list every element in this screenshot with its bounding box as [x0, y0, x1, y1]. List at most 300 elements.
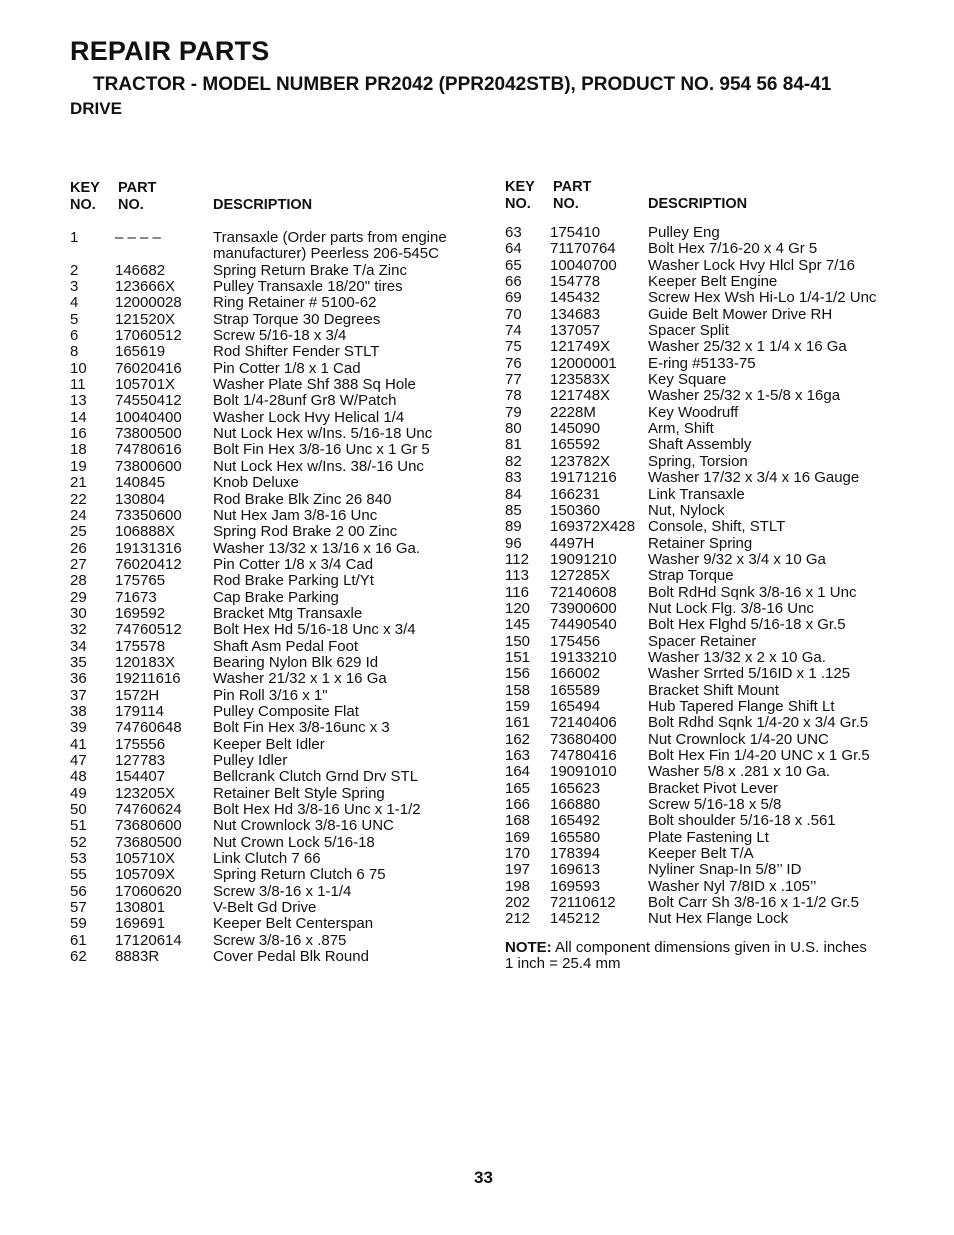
key-no: 76 [505, 354, 522, 372]
key-no: 62 [70, 948, 87, 966]
key-no-header: KEY NO. [505, 179, 535, 212]
key-no: 28 [70, 572, 87, 590]
key-no: 116 [505, 583, 529, 601]
part-description: Spring Rod Brake 2 00 Zinc [213, 523, 398, 541]
key-no: 27 [70, 555, 87, 573]
key-no: 39 [70, 719, 87, 737]
part-no: 175456 [550, 632, 601, 650]
key-no: 158 [505, 681, 531, 699]
part-description: Nut Lock Hex w/Ins. 38/-16 Unc [213, 457, 424, 475]
table-row [70, 541, 470, 557]
part-description: Nut Crownlock 3/8-16 UNC [213, 817, 394, 835]
part-description: Keeper Belt Centerspan [213, 915, 374, 933]
key-no: 24 [70, 506, 87, 524]
part-description: V-Belt Gd Drive [213, 899, 317, 917]
part-description: E-ring #5133-75 [648, 354, 756, 372]
table-row [505, 830, 905, 846]
key-no: 198 [505, 877, 531, 895]
part-no: 10040400 [115, 408, 182, 426]
table-row [505, 797, 905, 813]
part-no: – – – – [115, 229, 161, 246]
part-description: Bolt Hex Hd 3/8-16 Unc x 1-1/2 [213, 801, 421, 819]
part-description: Key Square [648, 371, 727, 389]
key-no: 3 [70, 278, 79, 296]
key-no: 163 [505, 747, 531, 764]
key-no: 82 [505, 452, 522, 470]
part-description: Spring Return Brake T/a Zinc [213, 261, 407, 279]
part-description: Pulley Idler [213, 752, 288, 769]
section-heading: DRIVE [70, 99, 122, 118]
part-description: Washer 21/32 x 1 x 16 Ga [213, 670, 387, 688]
table-row [70, 442, 470, 458]
table-row [505, 813, 905, 829]
part-no: 150360 [550, 501, 601, 519]
key-no: 169 [505, 828, 531, 846]
table-row [505, 666, 905, 682]
key-no: 202 [505, 894, 531, 912]
table-row [505, 601, 905, 617]
part-no: 169372X428 [550, 518, 636, 536]
part-description: Bracket Mtg Transaxle [213, 604, 363, 622]
page-subtitle: TRACTOR - MODEL NUMBER PR2042 (PPR2042STB), PRODUCT NO. 954 56 84-41 [93, 74, 832, 95]
key-no: 21 [70, 474, 87, 492]
part-no: 140845 [115, 474, 166, 492]
part-description: Screw 3/8-16 x .875 [213, 931, 347, 949]
table-row [505, 470, 905, 486]
description-header: DESCRIPTION [648, 196, 748, 212]
table-row [505, 356, 905, 372]
table-row [70, 508, 470, 524]
part-no: 127285X [550, 567, 611, 585]
part-no: 169592 [115, 604, 166, 622]
key-no: 156 [505, 665, 531, 683]
key-no: 212 [505, 910, 531, 928]
part-no: 74780416 [550, 747, 617, 764]
part-no: 72110612 [550, 894, 616, 912]
part-description: Washer 25/32 x 1 1/4 x 16 Ga [648, 338, 847, 356]
page-title: REPAIR PARTS [70, 36, 270, 66]
part-no: 121748X [550, 387, 611, 405]
part-description: Bolt Fin Hex 3/8-16unc x 3 [213, 719, 390, 737]
table-row [70, 704, 470, 720]
part-no: 4497H [550, 534, 595, 552]
part-description: Cap Brake Parking [213, 588, 339, 606]
part-no: 19171216 [550, 469, 617, 487]
key-no: 32 [70, 621, 87, 639]
part-no: 71673 [115, 588, 157, 606]
part-description: Screw 5/16-18 x 5/8 [648, 796, 782, 814]
part-description: Washer Lock Hvy Hlcl Spr 7/16 [648, 256, 856, 274]
part-no: 73800500 [115, 425, 182, 443]
table-row [70, 720, 470, 736]
part-no: 105709X [115, 866, 176, 884]
part-no: 73900600 [550, 599, 617, 617]
table-row [505, 715, 905, 731]
note-conversion: 1 inch = 25.4 mm [505, 955, 621, 973]
part-no: 165623 [550, 779, 601, 797]
key-no: 112 [505, 550, 529, 568]
part-description: Retainer Belt Style Spring [213, 784, 385, 802]
part-no: 19211616 [115, 670, 181, 688]
part-no: 175556 [115, 735, 166, 753]
part-description: Bolt Carr Sh 3/8-16 x 1-1/2 Gr.5 [648, 894, 859, 912]
part-description: Link Clutch 7 66 [213, 850, 321, 868]
key-no: 83 [505, 469, 522, 487]
table-row [505, 650, 905, 666]
table-row [505, 536, 905, 552]
part-description: Nyliner Snap-In 5/8’’ ID [648, 861, 802, 879]
part-no: 73800600 [115, 457, 182, 475]
part-description: Nut Hex Jam 3/8-16 Unc [213, 506, 378, 524]
part-description: Screw 3/8-16 x 1-1/4 [213, 882, 352, 900]
table-row [70, 818, 470, 834]
part-no: 19091010 [550, 763, 617, 781]
part-description: Bolt Hex 7/16-20 x 4 Gr 5 [648, 240, 818, 258]
key-no: 1 [70, 229, 79, 246]
table-row [505, 568, 905, 584]
part-description: Console, Shift, STLT [648, 518, 786, 536]
table-row [70, 622, 470, 638]
table-row [70, 426, 470, 442]
part-no: 72140406 [550, 714, 617, 732]
part-no: 165494 [550, 697, 601, 715]
part-description: Bolt 1/4-28unf Gr8 W/Patch [213, 392, 397, 410]
key-no: 51 [70, 817, 87, 835]
table-row [505, 241, 905, 257]
table-row [70, 753, 470, 769]
part-no: 127783 [115, 752, 166, 769]
key-no: 13 [70, 392, 87, 410]
part-description: Bolt Fin Hex 3/8-16 Unc x 1 Gr 5 [213, 441, 430, 459]
table-row [505, 225, 905, 241]
key-no: 89 [505, 518, 522, 536]
part-description: Keeper Belt Engine [648, 273, 778, 291]
part-no: 130801 [115, 899, 166, 917]
part-description: Knob Deluxe [213, 474, 299, 492]
part-no: 1572H [115, 686, 160, 704]
key-no: 47 [70, 752, 87, 769]
key-no: 38 [70, 702, 87, 720]
part-no: 8883R [115, 948, 160, 966]
part-description: Bracket Pivot Lever [648, 779, 779, 797]
parts-table-left [70, 180, 470, 965]
part-description: Bolt Hex Hd 5/16-18 Unc x 3/4 [213, 621, 416, 639]
key-no: 85 [505, 501, 522, 519]
key-no: 166 [505, 796, 531, 814]
table-row [70, 769, 470, 785]
part-description: Keeper Belt Idler [213, 735, 325, 753]
part-description: Screw 5/16-18 x 3/4 [213, 327, 347, 345]
table-row [70, 655, 470, 671]
key-no: 34 [70, 637, 87, 655]
key-no: 10 [70, 359, 87, 377]
table-row [505, 911, 905, 927]
part-description: Bearing Nylon Blk 629 Id [213, 653, 379, 671]
part-no: 123583X [550, 371, 611, 389]
part-no: 154407 [115, 768, 166, 786]
part-no: 166231 [550, 485, 601, 503]
table-row [505, 732, 905, 748]
table-row [505, 258, 905, 274]
key-no: 113 [505, 567, 529, 585]
table-row [70, 802, 470, 818]
description-header: DESCRIPTION [213, 197, 313, 213]
table-row [505, 552, 905, 568]
key-no: 29 [70, 588, 87, 606]
part-description: Washer 5/8 x .281 x 10 Ga. [648, 763, 831, 781]
table-header [70, 180, 470, 216]
part-description: Link Transaxle [648, 485, 745, 503]
table-row [505, 879, 905, 895]
key-no: 25 [70, 523, 87, 541]
part-no: 73680400 [550, 730, 617, 748]
table-row [70, 344, 470, 360]
key-no: 159 [505, 697, 531, 715]
key-no: 164 [505, 763, 531, 781]
part-no: 165492 [550, 812, 601, 830]
part-description: Plate Fastening Lt [648, 828, 769, 846]
key-no: 64 [505, 240, 522, 258]
part-description: Guide Belt Mower Drive RH [648, 305, 833, 323]
part-description: Rod Brake Blk Zinc 26 840 [213, 490, 392, 508]
table-row [505, 307, 905, 323]
part-description: Washer 25/32 x 1-5/8 x 16ga [648, 387, 841, 405]
table-row [70, 410, 470, 426]
key-no: 55 [70, 866, 87, 884]
table-row [70, 606, 470, 622]
part-description: Screw Hex Wsh Hi-Lo 1/4-1/2 Unc [648, 289, 877, 307]
part-no: 145432 [550, 289, 601, 307]
key-no: 70 [505, 305, 522, 323]
part-no: 175765 [115, 572, 166, 590]
part-description: Bracket Shift Mount [648, 681, 779, 699]
part-no: 120183X [115, 653, 176, 671]
part-description: Washer Lock Hvy Helical 1/4 [213, 408, 405, 426]
table-row [70, 557, 470, 573]
part-description: Pulley Transaxle 18/20" tires [213, 278, 403, 296]
table-row [505, 764, 905, 780]
part-description: Ring Retainer # 5100-62 [213, 294, 377, 312]
part-no: 145212 [550, 910, 601, 928]
part-description: Hub Tapered Flange Shift Lt [648, 697, 835, 715]
table-row [70, 230, 470, 263]
part-no: 169691 [115, 915, 166, 933]
part-description: Washer 9/32 x 3/4 x 10 Ga [648, 550, 826, 568]
part-no: 17060620 [115, 882, 182, 900]
part-description: Bolt Hex Fin 1/4-20 UNC x 1 Gr.5 [648, 747, 870, 764]
part-description: Nut Crownlock 1/4-20 UNC [648, 730, 829, 748]
key-no: 80 [505, 420, 522, 438]
part-no: 73680500 [115, 833, 182, 851]
key-no: 6 [70, 327, 79, 345]
dimension-note [505, 940, 905, 973]
part-description: Pulley Composite Flat [213, 702, 359, 720]
key-no: 79 [505, 403, 522, 421]
table-row [70, 688, 470, 704]
part-no: 175578 [115, 637, 166, 655]
key-no: 52 [70, 833, 87, 851]
part-no: 73350600 [115, 506, 182, 524]
parts-list [505, 225, 905, 928]
part-description: Washer Nyl 7/8ID x .105’’ [648, 877, 817, 895]
part-description: Nut Lock Flg. 3/8-16 Unc [648, 599, 814, 617]
key-no: 11 [70, 376, 86, 394]
part-description: Washer Srrted 5/16ID x 1 .125 [648, 665, 851, 683]
table-row [70, 279, 470, 295]
note-label: NOTE: [505, 938, 552, 956]
key-no: 18 [70, 441, 87, 459]
key-no: 2 [70, 261, 79, 279]
key-no: 22 [70, 490, 87, 508]
page-number: 33 [474, 1168, 493, 1187]
key-no: 78 [505, 387, 522, 405]
key-no: 170 [505, 845, 531, 863]
table-row [70, 737, 470, 753]
part-no: 130804 [115, 490, 166, 508]
part-description: Key Woodruff [648, 403, 739, 421]
part-description: Spring Return Clutch 6 75 [213, 866, 386, 884]
key-no: 151 [505, 648, 531, 666]
part-description: Pin Cotter 1/8 x 1 Cad [213, 359, 361, 377]
part-no: 76020412 [115, 555, 182, 573]
part-no: 165589 [550, 681, 601, 699]
part-no: 74550412 [115, 392, 182, 410]
key-no: 65 [505, 256, 522, 274]
key-no: 96 [505, 534, 522, 552]
part-no: 2228M [550, 403, 596, 421]
table-row [505, 699, 905, 715]
parts-table-right [505, 179, 905, 973]
table-row [505, 634, 905, 650]
key-no: 165 [505, 779, 531, 797]
table-row [505, 454, 905, 470]
part-no: 73680600 [115, 817, 182, 835]
part-description: Strap Torque [648, 567, 734, 585]
part-no: 166002 [550, 665, 601, 683]
part-description: Cover Pedal Blk Round [213, 948, 369, 966]
table-row [505, 503, 905, 519]
part-no: 19133210 [550, 648, 617, 666]
part-no: 74760512 [115, 621, 182, 639]
part-description: Bolt Hex Flghd 5/16-18 x Gr.5 [648, 616, 846, 634]
part-description: Arm, Shift [648, 420, 714, 438]
part-no: 72140608 [550, 583, 617, 601]
part-description: Nut Lock Hex w/Ins. 5/16-18 Unc [213, 425, 433, 443]
part-description: Bolt RdHd Sqnk 3/8-16 x 1 Unc [648, 583, 857, 601]
key-no: 77 [505, 371, 522, 389]
key-no: 5 [70, 310, 79, 328]
part-no: 134683 [550, 305, 601, 323]
table-row [505, 274, 905, 290]
table-row [70, 573, 470, 589]
key-no: 161 [505, 714, 531, 732]
table-row [70, 639, 470, 655]
key-no: 162 [505, 730, 531, 748]
table-row [505, 617, 905, 633]
part-no: 106888X [115, 523, 176, 541]
table-row [70, 835, 470, 851]
table-row [505, 388, 905, 404]
key-no: 63 [505, 224, 522, 241]
table-row [70, 361, 470, 377]
key-no: 49 [70, 784, 87, 802]
part-description: Bolt Rdhd Sqnk 1/4-20 x 3/4 Gr.5 [648, 714, 869, 732]
part-no: 165592 [550, 436, 601, 454]
part-description: Washer Plate Shf 388 Sq Hole [213, 376, 416, 394]
part-no-header: PART NO. [118, 180, 157, 213]
table-row [70, 851, 470, 867]
table-row [505, 862, 905, 878]
table-row [505, 323, 905, 339]
key-no: 26 [70, 539, 87, 557]
key-no: 197 [505, 861, 531, 879]
part-no: 178394 [550, 845, 601, 863]
part-no: 74780616 [115, 441, 182, 459]
part-description: Nut, Nylock [648, 501, 725, 519]
part-no: 123782X [550, 452, 611, 470]
table-row [70, 590, 470, 606]
table-row [70, 867, 470, 883]
table-row [505, 683, 905, 699]
table-header [505, 179, 905, 215]
key-no: 81 [505, 436, 522, 454]
part-description: Retainer Spring [648, 534, 753, 552]
table-row [70, 459, 470, 475]
key-no: 75 [505, 338, 522, 356]
part-no: 12000001 [550, 354, 617, 372]
key-no: 48 [70, 768, 87, 786]
part-description: Strap Torque 30 Degrees [213, 310, 381, 328]
table-row [70, 524, 470, 540]
part-description: Shaft Asm Pedal Foot [213, 637, 359, 655]
part-description: Nut Crown Lock 5/16-18 [213, 833, 375, 851]
part-description: Nut Hex Flange Lock [648, 910, 789, 928]
table-row [505, 290, 905, 306]
part-description: Rod Shifter Fender STLT [213, 343, 380, 361]
part-no: 123205X [115, 784, 176, 802]
part-no: 154778 [550, 273, 601, 291]
table-row [70, 263, 470, 279]
table-row [70, 949, 470, 965]
key-no: 8 [70, 343, 79, 361]
part-description: Transaxle (Order parts from engine manufacturer) Peerless 206-545C [213, 229, 447, 263]
table-row [505, 895, 905, 911]
part-no: 17120614 [115, 931, 182, 949]
key-no: 37 [70, 686, 87, 704]
part-no: 166880 [550, 796, 601, 814]
part-no: 137057 [550, 322, 601, 340]
part-no: 19091210 [550, 550, 617, 568]
part-no: 10040700 [550, 256, 617, 274]
table-row [505, 339, 905, 355]
key-no: 16 [70, 425, 87, 443]
key-no: 30 [70, 604, 87, 622]
part-description: Bolt shoulder 5/16-18 x .561 [648, 812, 836, 830]
key-no: 69 [505, 289, 522, 307]
part-description: Rod Brake Parking Lt/Yt [213, 572, 374, 590]
table-row [70, 312, 470, 328]
part-no: 121749X [550, 338, 611, 356]
key-no: 66 [505, 273, 522, 291]
part-description: Washer 13/32 x 2 x 10 Ga. [648, 648, 826, 666]
part-no-header: PART NO. [553, 179, 592, 212]
part-description: Pin Roll 3/16 x 1" [213, 686, 328, 704]
part-description: Spacer Retainer [648, 632, 757, 650]
table-row [505, 437, 905, 453]
table-row [70, 671, 470, 687]
part-description: Spacer Split [648, 322, 729, 340]
key-no: 50 [70, 801, 87, 819]
